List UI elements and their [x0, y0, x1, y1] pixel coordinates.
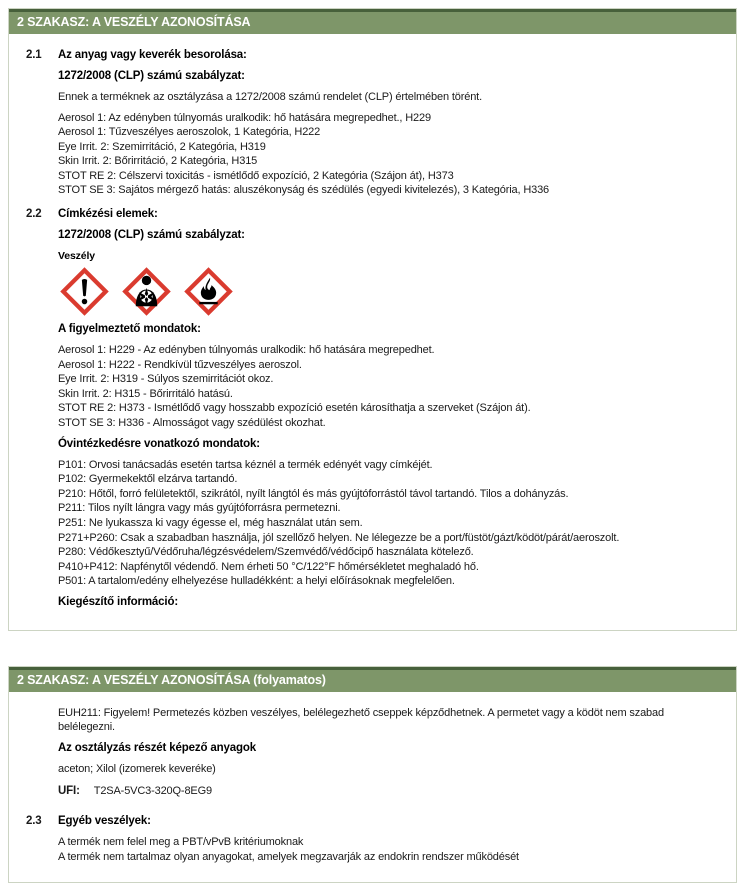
subsection-number-spacer: [9, 700, 58, 807]
hazard-statement: Aerosol 1: H229 - Az edényben túlnyomás uralkodik: hő hatására megrepedhet.: [58, 344, 435, 357]
ghs02-flame-icon: [184, 267, 233, 316]
subsection-title: Az anyag vagy keverék besorolása:: [58, 49, 247, 61]
clp-regulation-heading: 1272/2008 (CLP) számú szabályzat:: [58, 70, 245, 82]
classification-intro: Ennek a terméknek az osztályzása a 1272/2008 számú rendelet (CLP) értelmében törént.: [58, 91, 482, 103]
section-2-box: [8, 8, 737, 631]
classification-entry: STOT RE 2: Célszervi toxicitás - ismétlődő expozíció, 2 Kategória (Szájon át), H373: [58, 169, 454, 182]
section-body: [9, 34, 736, 630]
classification-list: [58, 111, 718, 199]
clp-regulation-heading: 1272/2008 (CLP) számú szabályzat:: [58, 229, 245, 242]
section-body: [9, 692, 736, 882]
classification-entry: Skin Irrit. 2: Bőrirritáció, 2 Kategória, H315: [58, 155, 258, 168]
hazard-statement: STOT RE 2: H373 - Ismétlődő vagy hosszabb expozíció esetén károsíthatja a szerveket (Szájon át).: [58, 402, 531, 415]
other-hazards-list: [58, 835, 718, 864]
precautionary-statement: P280: Védőkesztyű/Védőruha/légzésvédelem/Szemvédő/védőcipő használata kötelező.: [58, 546, 474, 559]
subsection-content: [58, 42, 718, 201]
classification-entry: Aerosol 1: Az edényben túlnyomás uralkodik: hő hatására megrepedhet., H229: [58, 111, 431, 124]
ghs08-health-hazard-icon: [122, 267, 171, 316]
classification-entry: Aerosol 1: Tűzveszélyes aeroszolok, 1 Kategória, H222: [58, 126, 321, 139]
section-2-continued-box: [8, 666, 737, 883]
precautionary-statement: P210: Hőtől, forró felületektől, szikrától, nyílt lángtól és más gyújtóforrástól távol tartandó. Tilos a dohányzás.: [58, 487, 569, 500]
subsection-number: 2.3: [26, 815, 42, 828]
precautionary-statement: P211: Tilos nyílt lángra vagy más gyújtóforrásra permetezni.: [58, 502, 341, 515]
precautionary-statement: P251: Ne lyukassza ki vagy égesse el, még használat után sem.: [58, 517, 363, 529]
precautionary-statement: P102: Gyermekektől elzárva tartandó.: [58, 473, 238, 486]
section-header-title: 2 SZAKASZ: A VESZÉLY AZONOSÍTÁSA: [17, 15, 251, 29]
section-header-title: 2 SZAKASZ: A VESZÉLY AZONOSÍTÁSA (folyamatos): [17, 672, 326, 687]
hazard-statement: Eye Irrit. 2: H319 - Súlyos szemirritációt okoz.: [58, 373, 274, 386]
subsection-number: 2.2: [26, 208, 42, 221]
precautionary-statements-list: [58, 458, 718, 589]
subsection-2-1: [9, 42, 718, 201]
ghs-pictogram-row: [60, 267, 718, 316]
subsection-content: [58, 808, 718, 867]
classification-entry: STOT SE 3: Sajátos mérgező hatás: aluszékonyság és szédülés (egyedi kivitelezés), 3 Kategória, H336: [58, 184, 550, 197]
precautionary-statement: P410+P412: Napfénytől védendő. Nem érheti 50 °C/122°F hőmérsékletet meghaladó hő.: [58, 560, 479, 573]
section-header: [9, 667, 736, 692]
precautionary-statement: P101: Orvosi tanácsadás esetén tartsa kéznél a termék edényét vagy címkéjét.: [58, 458, 433, 471]
ufi-line: [58, 784, 708, 799]
supplemental-info-heading: Kiegészítő információ:: [58, 595, 179, 608]
classification-entry: Eye Irrit. 2: Szemirritáció, 2 Kategória, H319: [58, 140, 266, 153]
precautionary-statement: P501: A tartalom/edény elhelyezése hulladékként: a helyi előírásoknak megfelelően.: [58, 575, 455, 588]
classification-substances: aceton; Xilol (izomerek keveréke): [58, 762, 216, 775]
subsection-title: Címkézési elemek:: [58, 208, 158, 221]
subsection-content: [58, 700, 718, 807]
hazard-statement: STOT SE 3: H336 - Almosságot vagy szédülést okozhat.: [58, 417, 326, 430]
precautionary-statement: P271+P260: Csak a szabadban használja, jól szellőző helyen. Ne lélegezze be a port/füstöt/gázt/ködöt/párát/aeroszolt.: [58, 531, 620, 544]
hazard-statement: Skin Irrit. 2: H315 - Bőrirritáló hatású.: [58, 387, 233, 400]
other-hazard-line: A termék nem tartalmaz olyan anyagokat, amelyek megzavarják az endokrin rendszer működését: [58, 851, 519, 864]
subsection-2-3: [9, 806, 718, 867]
subsection-content: [58, 201, 718, 616]
ufi-label: UFI:: [58, 785, 80, 798]
subsection-title: Egyéb veszélyek:: [58, 815, 151, 828]
labelling-continued: [9, 700, 718, 807]
subsection-number: 2.1: [26, 49, 42, 61]
euh-statement: EUH211: Figyelem! Permetezés közben veszélyes, belélegezhető cseppek képződhetnek. A permetet vagy a ködöt nem szabad belélegezni.: [58, 706, 664, 734]
hazard-statement: Aerosol 1: H222 - Rendkívül tűzveszélyes aeroszol.: [58, 358, 302, 371]
classification-substances-heading: Az osztályzás részét képező anyagok: [58, 741, 256, 754]
subsection-2-2: [9, 201, 718, 616]
hazard-statements-list: [58, 343, 718, 431]
signal-word: Veszély: [58, 250, 95, 263]
hazard-statements-heading: A figyelmeztető mondatok:: [58, 323, 201, 336]
ufi-value: T2SA-5VC3-320Q-8EG9: [93, 785, 212, 798]
section-header: [9, 9, 736, 34]
ghs07-exclamation-icon: [60, 267, 109, 316]
other-hazard-line: A termék nem felel meg a PBT/vPvB kritériumoknak: [58, 836, 304, 849]
precautionary-statements-heading: Óvintézkedésre vonatkozó mondatok:: [58, 437, 260, 450]
